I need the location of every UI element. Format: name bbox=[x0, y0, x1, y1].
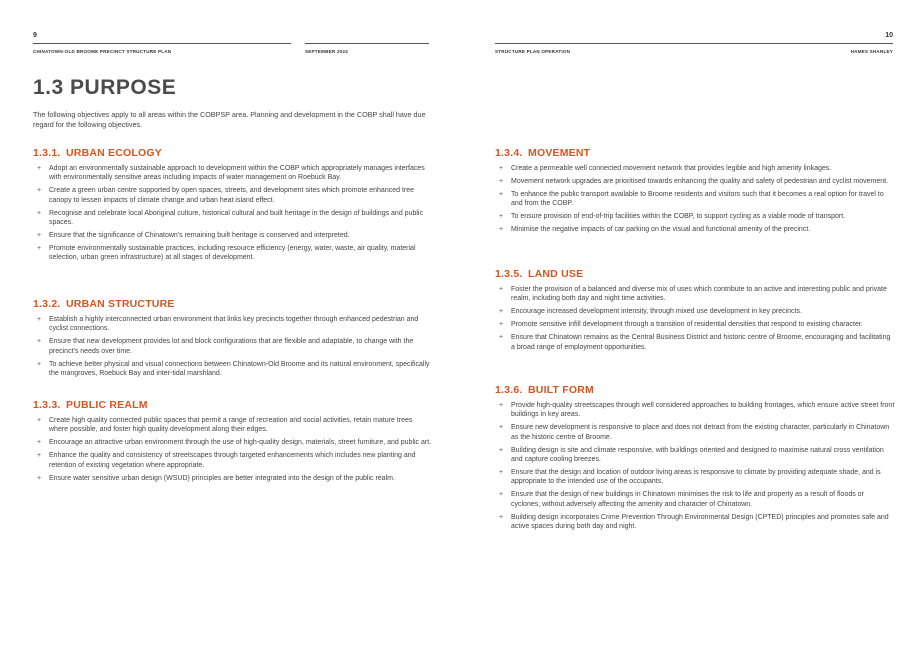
list-item: + Create a green urban centre supported by open spaces, streets, and development sites which promote enhanced tree canopy to lessen impacts of climate change and urban heat island effect. bbox=[37, 187, 415, 204]
section-number: 1.3.1. bbox=[33, 147, 61, 159]
list-item: + Encourage increased development intensity, through mixed use development in key precincts. bbox=[499, 308, 802, 316]
section-urban-ecology bbox=[33, 147, 433, 266]
section-land-use bbox=[495, 268, 895, 355]
section-urban-structure bbox=[33, 298, 433, 382]
list-item: + Ensure new development is responsive to place and does not detract from the existing character, particularly in Chinatown as the historic centre of Broome. bbox=[499, 424, 890, 441]
list-item: + Movement network upgrades are prioritised towards enhancing the quality and safety of pedestrian and cyclist movement. bbox=[499, 177, 889, 185]
section-title: BUILT FORM bbox=[528, 384, 594, 396]
section-heading bbox=[495, 147, 895, 159]
running-header-date: SEPTEMBER 2024 bbox=[305, 49, 348, 54]
bullet-icon: + bbox=[37, 209, 42, 217]
section-heading bbox=[495, 384, 895, 396]
bullet-icon: + bbox=[499, 213, 504, 221]
list-item: + Provide high-quality streetscapes through well considered approaches to building frontages, which ensure active street front buildings in key areas. bbox=[499, 402, 895, 419]
section-title: URBAN ECOLOGY bbox=[66, 147, 162, 159]
right-page bbox=[462, 0, 924, 653]
page-number: 10 bbox=[885, 32, 893, 39]
header-rule bbox=[305, 43, 429, 44]
bullet-icon: + bbox=[499, 286, 504, 293]
list-item: + To enhance the public transport available to Broome residents and visitors such that it becomes a real option for travel to and from the COBP. bbox=[499, 190, 884, 208]
section-number: 1.3.3. bbox=[33, 399, 61, 411]
list-item: + Adopt an environmentally sustainable approach to development within the COBP which appropriately manages interfaces with environmentally sensitive areas including impacts of water management on Roebuck Bay. bbox=[37, 165, 425, 182]
section-title: URBAN STRUCTURE bbox=[66, 298, 175, 310]
list-item: + Ensure that the significance of Chinatown's remaining built heritage is conserved and interpreted. bbox=[37, 231, 350, 239]
bullet-icon: + bbox=[37, 439, 42, 447]
objective-list bbox=[33, 416, 433, 483]
objective-list bbox=[33, 315, 433, 378]
bullet-icon: + bbox=[37, 187, 42, 195]
page-number: 9 bbox=[33, 32, 37, 39]
list-item: + Ensure that Chinatown remains as the Central Business District and historic centre of Broome, encouraging and facilitating a broad range of employment opportunities. bbox=[499, 334, 891, 351]
bullet-icon: + bbox=[37, 452, 42, 460]
list-item: + Enhance the quality and consistency of streetscapes through targeted enhancements which includes new planting and retention of existing vegetation where appropriate. bbox=[37, 452, 416, 469]
list-item: + Minimise the negative impacts of car parking on the visual and functional amenity of the precinct. bbox=[499, 226, 811, 234]
list-item: + Promote environmentally sustainable practices, including resource efficiency (energy, water, waste, air quality, material selection, urban green infrastructure) at all stages of development. bbox=[37, 244, 416, 262]
section-title: MOVEMENT bbox=[528, 147, 591, 159]
list-item: + Ensure water sensitive urban design (WSUD) principles are better integrated into the design of the public realm. bbox=[37, 474, 395, 482]
bullet-icon: + bbox=[499, 491, 504, 499]
objective-list bbox=[495, 401, 895, 531]
section-title: LAND USE bbox=[528, 268, 584, 280]
bullet-icon: + bbox=[37, 231, 42, 239]
bullet-icon: + bbox=[499, 424, 504, 432]
list-item: + Building design incorporates Crime Prevention Through Environmental Design (CPTED) principles and promotes safe and active spaces during both day and night. bbox=[499, 513, 889, 530]
list-item: + Recognise and celebrate local Aboriginal culture, historical cultural and built heritage in the design of buildings and public spaces. bbox=[37, 209, 423, 227]
bullet-icon: + bbox=[37, 165, 42, 172]
section-number: 1.3.6. bbox=[495, 384, 523, 396]
page-title: 1.3 PURPOSE bbox=[33, 76, 177, 99]
objective-list bbox=[495, 285, 895, 352]
list-item: + To achieve better physical and visual connections between Chinatown-Old Broome and its natural environment, specifically the mangroves, Roebuck Bay and inter-tidal marshland. bbox=[37, 360, 430, 378]
bullet-icon: + bbox=[499, 402, 504, 409]
section-heading bbox=[495, 268, 895, 280]
section-number: 1.3.5. bbox=[495, 268, 523, 280]
bullet-icon: + bbox=[499, 446, 504, 454]
objective-list bbox=[33, 164, 433, 263]
bullet-icon: + bbox=[37, 474, 42, 482]
list-item: + Foster the provision of a balanced and diverse mix of uses which contribute to an active and interesting public and private realm, including both day and night time activities. bbox=[499, 286, 887, 303]
bullet-icon: + bbox=[499, 177, 504, 185]
section-heading bbox=[33, 399, 433, 411]
bullet-icon: + bbox=[499, 226, 504, 234]
section-built-form bbox=[495, 384, 895, 535]
bullet-icon: + bbox=[499, 513, 504, 521]
list-item: + Encourage an attractive urban environment through the use of high-quality design, materials, street furniture, and public art. bbox=[37, 439, 432, 447]
objective-list bbox=[495, 164, 895, 234]
bullet-icon: + bbox=[37, 360, 42, 368]
bullet-icon: + bbox=[499, 321, 504, 329]
section-title: PUBLIC REALM bbox=[66, 399, 148, 411]
bullet-icon: + bbox=[499, 165, 504, 172]
list-item: + Promote sensitive infill development through a transition of residential densities that respond to existing character. bbox=[499, 321, 863, 329]
section-heading bbox=[33, 147, 433, 159]
section-number: 1.3.2. bbox=[33, 298, 61, 310]
running-header-title: CHINATOWN-OLD BROOME PRECINCT STRUCTURE PLAN bbox=[33, 49, 172, 54]
list-item: + Ensure that the design of new buildings in Chinatown minimises the risk to life and property as a result of floods or cyclones, without adversely affecting the amenity and character of Chinatown. bbox=[499, 491, 864, 508]
list-item: + Ensure that the design and location of outdoor living areas is responsive to climate by providing adequate shade, and is appropriate to the intended use of the occupants. bbox=[499, 468, 881, 486]
bullet-icon: + bbox=[37, 417, 42, 424]
bullet-icon: + bbox=[37, 244, 42, 252]
list-item: + Create high quality connected public spaces that permit a range of recreation and social activities, retain mature trees where possible, and foster high quality development along their edges. bbox=[37, 417, 413, 434]
list-item: + Establish a highly interconnected urban environment that links key precincts together through enhanced pedestrian and cyclist connections. bbox=[37, 316, 419, 333]
list-item: + Ensure that new development provides lot and block configurations that are flexible and adaptable, to change with the precinct's needs over time. bbox=[37, 338, 414, 355]
bullet-icon: + bbox=[499, 334, 504, 342]
list-item: + Building design is site and climate responsive, with buildings oriented and designed to maximise natural cross ventilation and capture cooling breezes. bbox=[499, 446, 884, 464]
section-movement bbox=[495, 147, 895, 238]
running-header-author: HAMES SHARLEY bbox=[850, 49, 893, 54]
bullet-icon: + bbox=[37, 338, 42, 346]
running-header-section: STRUCTURE PLAN OPERATION bbox=[495, 49, 571, 54]
bullet-icon: + bbox=[499, 190, 504, 198]
header-rule bbox=[33, 43, 291, 44]
header-rule bbox=[495, 43, 893, 44]
section-public-realm bbox=[33, 399, 433, 486]
bullet-icon: + bbox=[499, 308, 504, 316]
section-heading bbox=[33, 298, 433, 310]
list-item: + To ensure provision of end-of-trip facilities within the COBP, to support cycling as a viable mode of transport. bbox=[499, 213, 846, 221]
section-number: 1.3.4. bbox=[495, 147, 523, 159]
intro-paragraph: The following objectives apply to all areas within the COBPSP area. Planning and development in the COBP shall have due regard for the following objectives. bbox=[33, 110, 426, 129]
list-item: + Create a permeable well connected movement network that provides legible and high amenity linkages. bbox=[499, 165, 832, 172]
bullet-icon: + bbox=[499, 468, 504, 476]
bullet-icon: + bbox=[37, 316, 42, 323]
